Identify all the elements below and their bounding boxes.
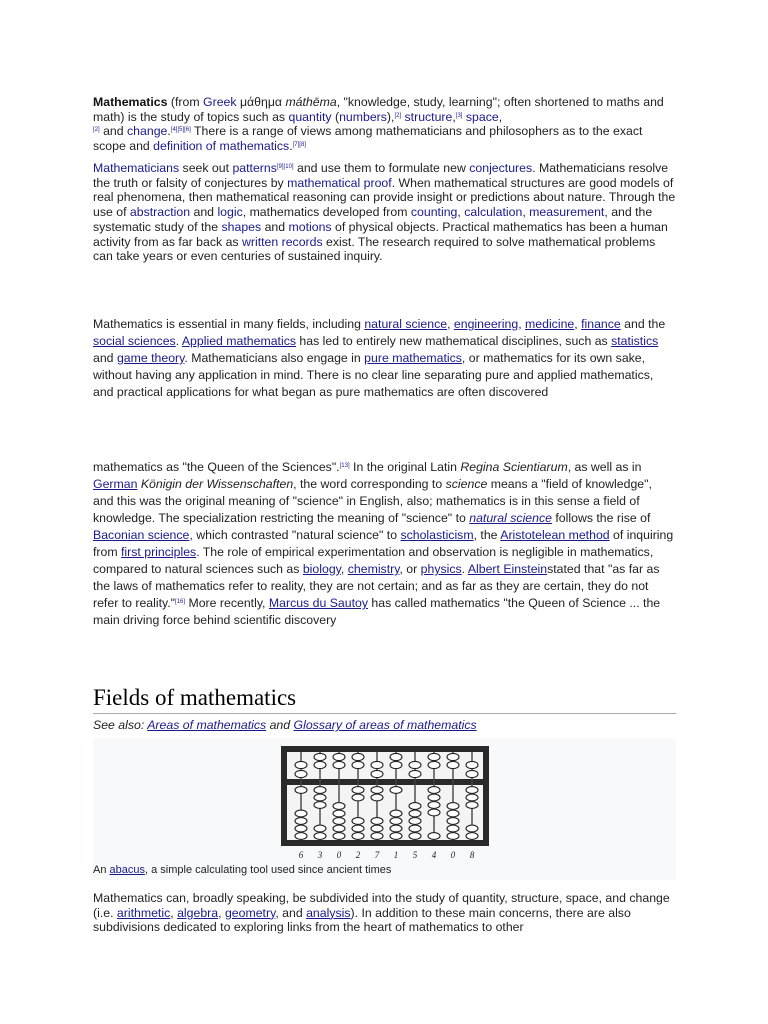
abacus-bead [447, 761, 459, 768]
abacus-bead [371, 818, 383, 825]
applications-paragraph: Mathematics is essential in many fields, including natural science, engineering, medicine, finance and the social sciences. Applied mathematics has led to entirely new mathematical disciplines, such as statistics and game theory. Mathematicians also engage in pure mathematics, or mathematics for its own sake, without having any application in mind. There is no clear line separating pure and applied mathematics, and practical applications for what began as pure mathematics are often discovered [93, 317, 666, 399]
link-greek[interactable]: Greek [203, 95, 237, 109]
link-medicine[interactable]: medicine [525, 317, 575, 331]
citation[interactable]: [3] [455, 112, 463, 119]
abacus-bead [314, 753, 326, 760]
abacus-bead [447, 825, 459, 832]
link-shapes[interactable]: shapes [221, 219, 262, 234]
abacus-bead [409, 833, 421, 840]
link-engineering[interactable]: engineering [453, 317, 519, 331]
abacus-bead [409, 818, 421, 825]
link-biology[interactable]: biology [302, 562, 341, 576]
abacus-bead [295, 787, 307, 794]
abacus-bead [295, 770, 307, 777]
abacus-bead [295, 761, 307, 768]
abacus-bead [371, 770, 383, 777]
abacus-bead [352, 794, 364, 801]
link-chemistry[interactable]: chemistry [347, 562, 400, 576]
abacus-bead [466, 770, 478, 777]
abacus-bead [390, 753, 402, 760]
abacus-bead [390, 787, 402, 794]
link-arithmetic[interactable]: arithmetic [116, 905, 171, 920]
link-finance[interactable]: finance [581, 317, 621, 331]
abacus-bead [371, 825, 383, 832]
citation[interactable]: [9][10] [276, 164, 294, 170]
link-social-sciences[interactable]: social sciences [93, 334, 176, 348]
abacus-digit: 4 [431, 850, 437, 860]
abacus-digit: 0 [450, 850, 456, 860]
link-first-principles[interactable]: first principles [121, 545, 197, 559]
link-applied-mathematics[interactable]: Applied mathematics [181, 334, 297, 348]
abacus-bead [409, 761, 421, 768]
abacus-bead [352, 753, 364, 760]
abacus-figure [93, 739, 676, 880]
abacus-digit: 7 [374, 850, 380, 860]
link-marcus-du-sautoy[interactable]: Marcus du Sautoy [268, 596, 368, 610]
citation[interactable]: [13] [339, 463, 350, 469]
abacus-bead [390, 825, 402, 832]
link-physics[interactable]: physics [420, 562, 462, 576]
link-mathematicians[interactable]: Mathematicians [93, 161, 180, 175]
abacus-bead [352, 825, 364, 832]
link-abacus[interactable]: abacus [109, 864, 145, 876]
mathematicians-paragraph: Mathematicians seek out patterns[9][10] and use them to formulate new conjectures. Mathematicians resolve the truth or falsity of conjectures by mathematical proof. When mathematical structures are good models of real phenomena, then mathematical reasoning can provide insight or predictions about nature. Through the use of abstraction and logic, mathematics developed from counting, calculation, measurement, and the systematic study of the shapes and motions of physical objects. Practical mathematics has been a human activity from as far back as written records exist. The research required to solve mathematical problems can take years or even centuries of sustained inquiry. [93, 161, 676, 264]
citation[interactable]: [7][8] [292, 142, 306, 149]
link-areas-of-mathematics[interactable]: Areas of mathematics [147, 718, 267, 732]
link-motions[interactable]: motions [288, 219, 332, 234]
abacus-bead [352, 787, 364, 794]
link-analysis[interactable]: analysis [306, 905, 351, 920]
abacus-bead [371, 787, 383, 794]
abacus-bead [295, 825, 307, 832]
link-numbers[interactable]: numbers [339, 109, 387, 124]
link-written-records[interactable]: written records [241, 234, 323, 249]
link-german[interactable]: German [93, 477, 138, 491]
abacus-digit: 0 [336, 850, 342, 860]
link-pure-mathematics[interactable]: pure mathematics [364, 351, 462, 365]
abacus-bead [428, 833, 440, 840]
abacus-bead [371, 794, 383, 801]
abacus-bead [333, 810, 345, 817]
abacus-bead [295, 818, 307, 825]
abacus-bead [333, 803, 345, 810]
article-title-word: Mathematics [93, 95, 168, 109]
abacus-bead [333, 753, 345, 760]
abacus-bead [447, 753, 459, 760]
abacus-bead [390, 818, 402, 825]
link-natural-science[interactable]: natural science [364, 317, 448, 331]
abacus-bead [409, 810, 421, 817]
link-definition-of-mathematics[interactable]: definition of mathematics [153, 139, 290, 154]
abacus-bead [428, 787, 440, 794]
abacus-bead [447, 803, 459, 810]
link-scholasticism[interactable]: scholasticism [400, 528, 474, 542]
link-glossary-of-areas[interactable]: Glossary of areas of mathematics [293, 718, 477, 732]
abacus-image[interactable] [279, 743, 491, 863]
abacus-bead [333, 761, 345, 768]
citation[interactable]: [2] [394, 112, 402, 119]
link-measurement[interactable]: measurement [529, 205, 605, 220]
link-abstraction[interactable]: abstraction [129, 205, 191, 220]
abacus-bead [352, 833, 364, 840]
citation[interactable]: [2] [93, 127, 100, 134]
abacus-bead [428, 753, 440, 760]
abacus-bead [466, 802, 478, 809]
abacus-bead [428, 809, 440, 816]
link-baconian-science[interactable]: Baconian science [93, 528, 190, 542]
abacus-bead [390, 833, 402, 840]
link-logic[interactable]: logic [217, 205, 243, 220]
abacus-bead [447, 810, 459, 817]
abacus-digit: 5 [412, 850, 418, 860]
abacus-digit: 2 [355, 850, 361, 860]
abacus-bead [314, 761, 326, 768]
abacus-bead [333, 833, 345, 840]
abacus-bead [314, 825, 326, 832]
see-also-line: See also: Areas of mathematics and Glossary of areas of mathematics [93, 718, 477, 732]
intro-paragraph: Mathematics (from Greek μάθημα máthēma, "knowledge, study, learning"; often shortened to maths and math) is the study of topics such as quantity (numbers),[2] structure,[3] space, [2] and change.[4][5][6] There is a range of views among mathematicians and philosophers as to the exact scope and definition of mathematics.[7][8] [93, 95, 664, 154]
abacus-bead [390, 810, 402, 817]
link-natural-science[interactable]: natural science [469, 511, 552, 525]
abacus-bead [466, 761, 478, 768]
abacus-bead [466, 833, 478, 840]
abacus-digit: 3 [317, 850, 323, 860]
abacus-bead [295, 833, 307, 840]
link-conjectures[interactable]: conjectures [469, 161, 533, 175]
abacus-bead [314, 794, 326, 801]
figure-caption: An abacus, a simple calculating tool used since ancient times [93, 864, 392, 876]
abacus-bead [352, 818, 364, 825]
abacus-bead [352, 761, 364, 768]
link-algebra[interactable]: algebra [177, 905, 219, 920]
abacus-digit: 1 [393, 850, 399, 860]
link-space[interactable]: space [465, 109, 499, 124]
abacus-bead [428, 761, 440, 768]
link-geometry[interactable]: geometry [224, 905, 276, 920]
link-structure[interactable]: structure [404, 109, 453, 124]
abacus-bead [314, 833, 326, 840]
link-statistics[interactable]: statistics [611, 334, 659, 348]
link-game-theory[interactable]: game theory [116, 351, 185, 365]
abacus-bead [295, 810, 307, 817]
link-counting[interactable]: counting [410, 205, 458, 220]
link-albert-einstein[interactable]: Albert Einstein [467, 562, 548, 576]
link-patterns[interactable]: patterns [232, 161, 277, 175]
section-heading-fields: Fields of mathematics [93, 684, 676, 714]
abacus-bead [466, 825, 478, 832]
abacus-bead [409, 825, 421, 832]
link-aristotelean-method[interactable]: Aristotelean method [500, 528, 610, 542]
abacus-bead [466, 787, 478, 794]
abacus-bead [314, 802, 326, 809]
abacus-digit: 6 [298, 850, 304, 860]
abacus-bead [466, 794, 478, 801]
abacus-bead [314, 787, 326, 794]
link-change[interactable]: change [127, 124, 168, 139]
abacus-bead [447, 818, 459, 825]
abacus-bead [428, 802, 440, 809]
abacus-bead [428, 794, 440, 801]
abacus-bead [371, 761, 383, 768]
abacus-bead [390, 761, 402, 768]
abacus-digit: 8 [469, 850, 475, 860]
citation[interactable]: [16] [175, 599, 186, 605]
abacus-bead [333, 818, 345, 825]
abacus-bead [371, 833, 383, 840]
abacus-bead [333, 825, 345, 832]
citation[interactable]: [4][5][6] [170, 127, 191, 134]
link-calculation[interactable]: calculation [464, 205, 523, 220]
queen-of-sciences-paragraph: mathematics as "the Queen of the Sciences".[13] In the original Latin Regina Scientiarum, as well as in German Königin der Wissenschaften, the word corresponding to science means a "field of knowledge", and this was the original meaning of "science" in English, also; mathematics is in this sense a field of knowledge. The specialization restricting the meaning of "science" to natural science follows the rise of Baconian science, which contrasted "natural science" to scholasticism, the Aristotelean method of inquiring from first principles. The role of empirical experimentation and observation is negligible in mathematics, compared to natural sciences such as biology, chemistry, or physics. Albert Einsteinstated that "as far as the laws of mathematics refer to reality, they are not certain; and as far as they are certain, they do not refer to reality."[16] More recently, Marcus du Sautoy has called mathematics "the Queen of Science ... the main driving force behind scientific discovery [93, 460, 674, 627]
link-quantity[interactable]: quantity [288, 109, 332, 124]
abacus-bead [447, 833, 459, 840]
link-mathematical-proof[interactable]: mathematical proof [287, 175, 392, 190]
abacus-bead [409, 803, 421, 810]
fields-paragraph: Mathematics can, broadly speaking, be subdivided into the study of quantity, structure, space, and change (i.e. arithmetic, algebra, geometry, and analysis). In addition to these main concerns, there are also subdivisions dedicated to exploring links from the heart of mathematics to other [93, 891, 670, 935]
abacus-bead [409, 770, 421, 777]
